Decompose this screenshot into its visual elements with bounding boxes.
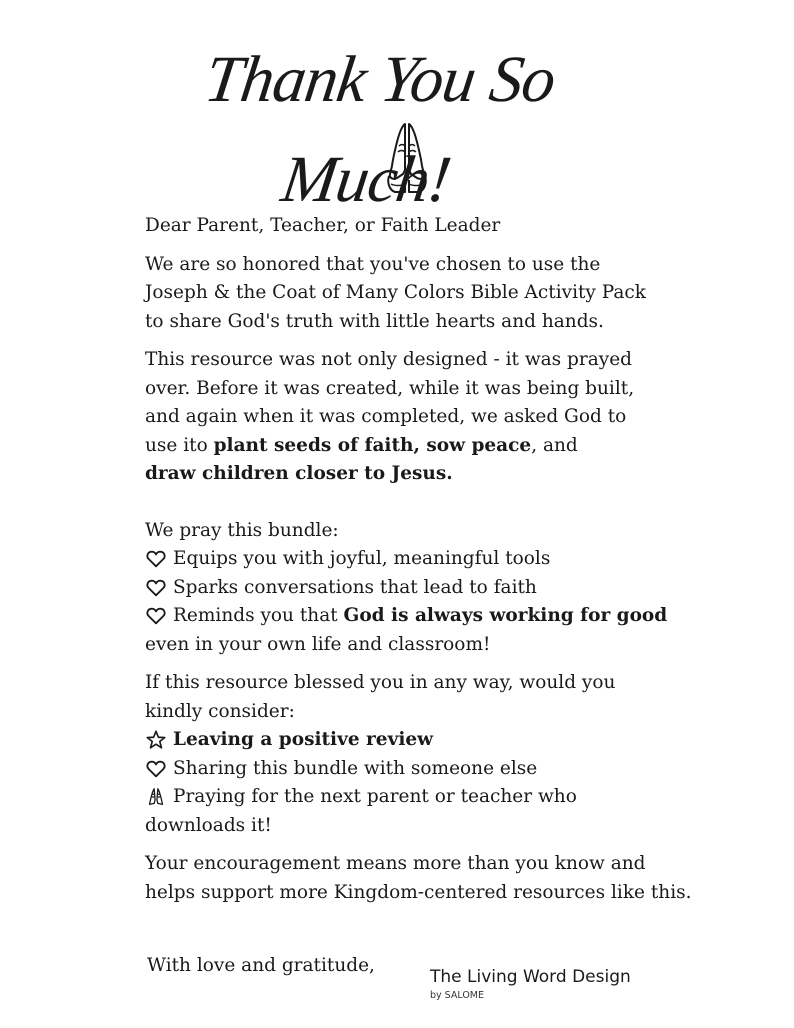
ask-line2: kindly consider:: [145, 700, 295, 722]
ask-paragraph: [145, 669, 725, 726]
heart-icon: [145, 548, 167, 570]
para1-line2: Joseph & the Coat of Many Colors Bible Activity Pack: [145, 282, 646, 303]
para2-line4-a: use ito: [145, 434, 214, 456]
para1-line1: We are so honored that you've chosen to use the: [145, 253, 601, 275]
praying-hands-icon: [383, 120, 433, 196]
para2-line4-bold: plant seeds of faith, sow peace: [213, 434, 532, 456]
prayer-item3-bold: God is always working for good: [343, 605, 668, 626]
para2-line5-bold: draw children closer to Jesus.: [145, 463, 453, 484]
heart-icon: [145, 605, 167, 627]
para2-line1: This resource was not only designed - it was prayed: [145, 349, 633, 370]
prayer-item-text: Equips you with joyful, meaningful tools: [173, 548, 551, 569]
paragraph-prayed: [145, 346, 725, 489]
paragraph-intro: [145, 251, 725, 337]
greeting: Dear Parent, Teacher, or Faith Leader: [145, 215, 501, 236]
prayer-intro: We pray this bundle:: [145, 519, 339, 541]
prayer-item-text: [173, 602, 667, 631]
letter-body: [145, 212, 725, 907]
ask-item-text: Sharing this bundle with someone else: [173, 757, 538, 779]
ask-item3-continued: downloads it!: [145, 814, 272, 836]
brand-name: The Living Word Design: [430, 967, 631, 987]
prayer-item: [145, 574, 725, 603]
ask-item: [145, 755, 725, 784]
ask-item: [145, 783, 725, 812]
para2-line2: over. Before it was created, while it was being built,: [145, 377, 635, 399]
page-title: Thank You So Much!: [200, 43, 560, 216]
ask-item-text: Leaving a positive review: [173, 729, 434, 750]
prayer-item: [145, 602, 725, 631]
brand-byline: by SALOME: [430, 990, 485, 1001]
prayer-item3-a: Reminds you that: [173, 605, 344, 626]
signoff: With love and gratitude,: [147, 955, 375, 976]
closing-paragraph: [145, 850, 725, 907]
heart-icon: [145, 577, 167, 599]
prayer-item: [145, 545, 725, 574]
ask-line1: If this resource blessed you in any way, would you: [145, 672, 616, 693]
ask-item-text: Praying for the next parent or teacher who: [173, 786, 577, 807]
closing-line2: helps support more Kingdom-centered resources like this.: [145, 881, 692, 903]
para2-line4-c: , and: [531, 434, 578, 456]
closing-line1: Your encouragement means more than you know and: [145, 853, 646, 874]
star-icon: [145, 729, 167, 751]
prayer-item-text: Sparks conversations that lead to faith: [173, 576, 537, 598]
ask-item: [145, 726, 725, 755]
heart-icon: [145, 758, 167, 780]
prayer-item3-continued: even in your own life and classroom!: [145, 633, 491, 655]
praying-hands-icon: [145, 786, 167, 808]
para1-line3: to share God's truth with little hearts and hands.: [145, 310, 604, 332]
para2-line3: and again when it was completed, we asked God to: [145, 406, 627, 427]
